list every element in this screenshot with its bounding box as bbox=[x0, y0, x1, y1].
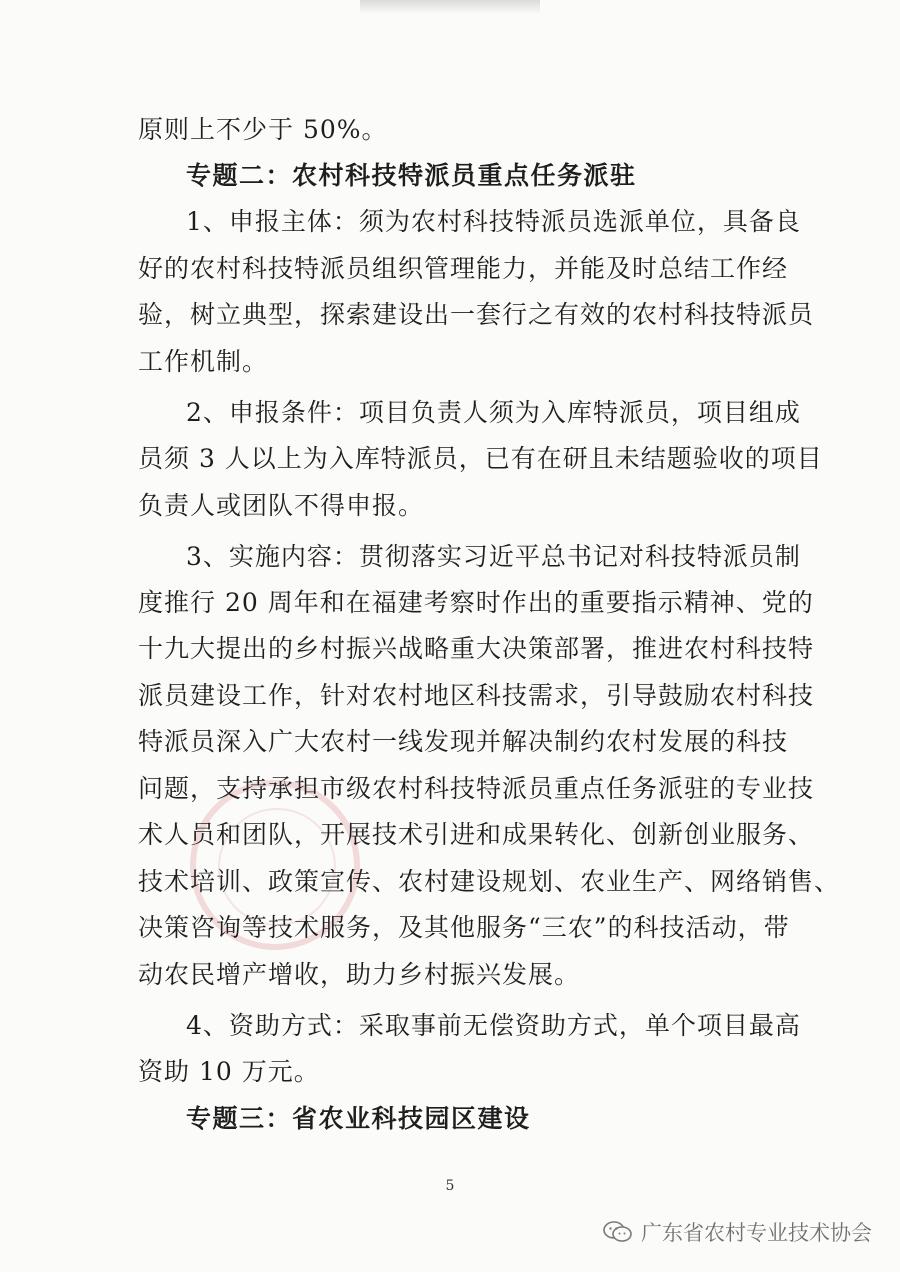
text-line: 派员建设工作，针对农村地区科技需求，引导鼓励农村科技 bbox=[138, 681, 815, 710]
wechat-watermark bbox=[603, 1216, 872, 1248]
text-line: 动农民增产增收，助力乡村振兴发展。 bbox=[138, 960, 581, 989]
text-line: 好的农村科技特派员组织管理能力，并能及时总结工作经 bbox=[138, 254, 789, 283]
text-line: 决策咨询等技术服务，及其他服务“三农”的科技活动，带 bbox=[138, 913, 790, 942]
text-line: 资助 10 万元。 bbox=[138, 1057, 320, 1086]
text-line: 负责人或团队不得申报。 bbox=[138, 491, 425, 520]
text-line: 十九大提出的乡村振兴战略重大决策部署，推进农村科技特 bbox=[138, 634, 815, 663]
text-line: 工作机制。 bbox=[138, 347, 269, 376]
section-heading-topic-2: 专题二：农村科技特派员重点任务派驻 bbox=[186, 161, 637, 190]
text-line: 特派员深入广大农村一线发现并解决制约农村发展的科技 bbox=[138, 727, 789, 756]
text-line: 问题，支持承担市级农村科技特派员重点任务派驻的专业技 bbox=[138, 774, 815, 803]
text-line: 度推行 20 周年和在福建考察时作出的重要指示精神、党的 bbox=[138, 588, 814, 617]
text-line: 3、实施内容：贯彻落实习近平总书记对科技特派员制 bbox=[186, 542, 801, 571]
text-line: 员须 3 人以上为入库特派员，已有在研且未结题验收的项目 bbox=[138, 444, 823, 473]
text-line: 术人员和团队，开展技术引进和成果转化、创新创业服务、 bbox=[138, 820, 815, 849]
page-number: 5 bbox=[445, 1178, 455, 1194]
text-line: 技术培训、政策宣传、农村建设规划、农业生产、网络销售、 bbox=[138, 867, 841, 896]
section-heading-topic-3: 专题三：省农业科技园区建设 bbox=[186, 1104, 531, 1133]
text-line: 验，树立典型，探索建设出一套行之有效的农村科技特派员 bbox=[138, 300, 815, 329]
text-line: 原则上不少于 50%。 bbox=[138, 115, 388, 144]
text-line: 1、申报主体：须为农村科技特派员选派单位，具备良 bbox=[186, 207, 801, 236]
text-line: 4、资助方式：采取事前无偿资助方式，单个项目最高 bbox=[186, 1011, 801, 1040]
text-line: 2、申报条件：项目负责人须为入库特派员，项目组成 bbox=[186, 398, 801, 427]
wechat-icon bbox=[603, 1221, 633, 1243]
watermark-text: 广东省农村专业技术协会 bbox=[641, 1221, 872, 1245]
